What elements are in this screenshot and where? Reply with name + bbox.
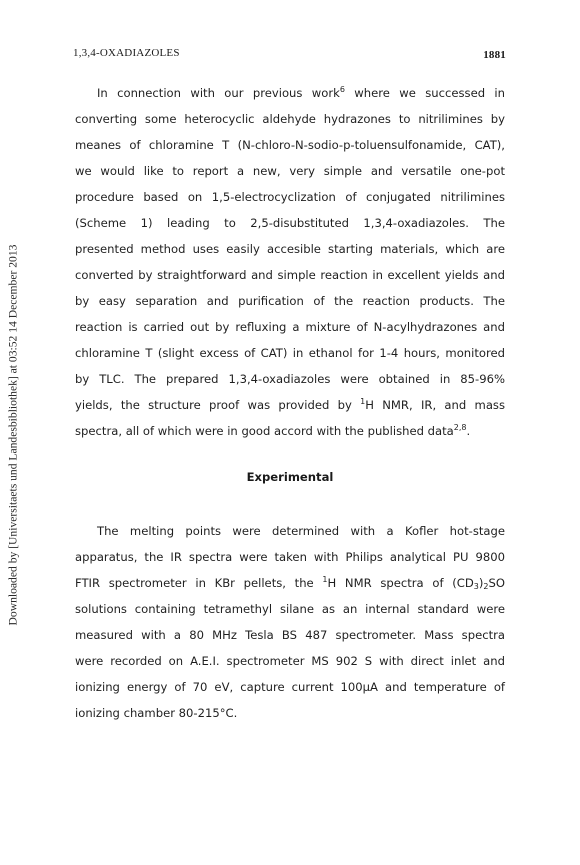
intro-line-4: we would like to report a new, very simple and versatile one-pot xyxy=(75,164,505,178)
section-heading-experimental: Experimental xyxy=(246,470,334,484)
intro-line-6: (Scheme 1) leading to 2,5-disubstituted 1,3,4-oxadiazoles. The xyxy=(75,216,505,230)
download-stamp xyxy=(3,200,23,670)
intro-line-1: In connection with our previous work$^6$ where we successed in xyxy=(97,85,505,100)
running-title: 1,3,4-OXADIAZOLES xyxy=(73,47,180,59)
page-number: 1881 xyxy=(483,49,506,61)
exp-line-8: ionizing chamber 80-215°C. xyxy=(75,706,238,720)
intro-line-9: by easy separation and purification of the reaction products. The xyxy=(75,294,505,308)
intro-line-13: yields, the structure proof was provided by $^1$H NMR, IR, and mass xyxy=(75,397,506,412)
intro-line-5: procedure based on 1,5-electrocyclization of conjugated nitrilimines xyxy=(75,190,505,204)
intro-line-11: chloramine T (slight excess of CAT) in ethanol for 1-4 hours, monitored xyxy=(75,346,505,360)
exp-line-5: measured with a 80 MHz Tesla BS 487 spectrometer. Mass spectra xyxy=(75,628,505,642)
exp-line-7: ionizing energy of 70 eV, capture current 100µA and temperature of xyxy=(75,680,505,694)
intro-line-2: converting some heterocyclic aldehyde hydrazones to nitrilimines by xyxy=(75,112,505,126)
running-head xyxy=(73,47,506,65)
download-stamp-text: Downloaded by [Universitaets und Landesbibliothek] at 03:52 14 December 2013 xyxy=(6,244,20,626)
exp-line-4: solutions containing tetramethyl silane as an internal standard were xyxy=(75,602,505,616)
intro-line-10: reaction is carried out by refluxing a mixture of N-acylhydrazones and xyxy=(75,320,505,334)
intro-line-7: presented method uses easily accesible starting materials, which are xyxy=(75,242,505,256)
exp-line-1: The melting points were determined with a Kofler hot-stage xyxy=(97,524,505,538)
intro-line-8: converted by straightforward and simple reaction in excellent yields and xyxy=(75,268,505,282)
intro-line-12: by TLC. The prepared 1,3,4-oxadiazoles were obtained in 85-96% xyxy=(75,372,505,386)
exp-line-3: FTIR spectrometer in KBr pellets, the $^1$H NMR spectra of $(CD_3)_2SO$ xyxy=(75,575,505,591)
intro-line-14: spectra, all of which were in good accord with the published data$^{2,8}$. xyxy=(75,423,471,438)
exp-line-6: were recorded on A.E.I. spectrometer MS 902 S with direct inlet and xyxy=(75,654,505,668)
intro-line-3: meanes of chloramine T (N-chloro-N-sodio-p-toluensulfonamide, CAT), xyxy=(75,138,505,152)
exp-line-2: apparatus, the IR spectra were taken with Philips analytical PU 9800 xyxy=(75,550,505,564)
